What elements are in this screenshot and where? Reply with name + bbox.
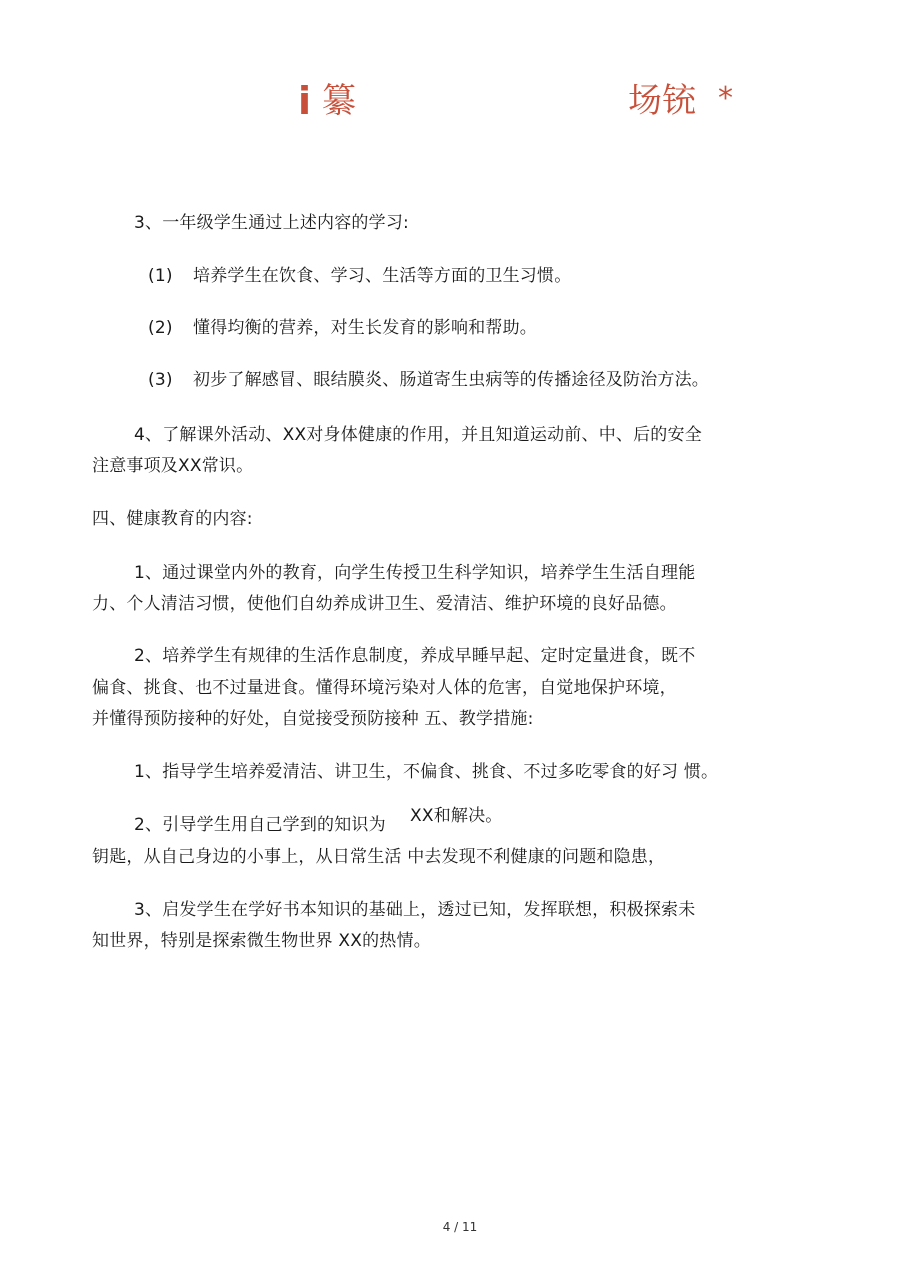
list-number: (2) bbox=[148, 318, 173, 338]
paragraph-line: 并懂得预防接种的好处，自觉接受预防接种 五、教学措施: bbox=[92, 709, 534, 729]
list-number: (1) bbox=[148, 266, 173, 286]
paragraph-line: 力、个人清洁习惯，使他们自幼养成讲卫生、爱清洁、维护环境的良好品德。 bbox=[92, 594, 677, 614]
list-number: (3) bbox=[148, 370, 173, 390]
paragraph-line: 钥匙，从自己身边的小事上，从日常生活 中去发现不利健康的问题和隐患， bbox=[92, 847, 666, 867]
paragraph-line: 1、指导学生培养爱清洁、讲卫生，不偏食、挑食、不过多吃零食的好习 惯。 bbox=[134, 762, 719, 782]
list-item-text: 懂得均衡的营养，对生长发育的影响和帮助。 bbox=[193, 318, 537, 338]
paragraph-line-fragment: XX和解决。 bbox=[410, 806, 503, 826]
paragraph-line: 2、引导学生用自己学到的知识为 bbox=[134, 815, 386, 835]
paragraph-line: 3、启发学生在学好书本知识的基础上，透过已知，发挥联想，积极探索未 bbox=[134, 900, 696, 920]
list-item-text: 培养学生在饮食、学习、生活等方面的卫生习惯。 bbox=[193, 266, 572, 286]
list-item-text: 初步了解感冒、眼结膜炎、肠道寄生虫病等的传播途径及防治方法。 bbox=[193, 370, 709, 390]
header-i-mark: i bbox=[298, 79, 312, 123]
paragraph-line: 1、通过课堂内外的教育，向学生传授卫生科学知识，培养学生生活自理能 bbox=[134, 563, 696, 583]
paragraph-line: 4、了解课外活动、XX对身体健康的作用，并且知道运动前、中、后的安全 bbox=[134, 425, 702, 445]
page-number: 4 / 11 bbox=[442, 1220, 478, 1234]
header-right-text: 场铳 bbox=[628, 81, 696, 121]
page-header bbox=[0, 78, 920, 128]
paragraph-line: 偏食、挑食、也不过量进食。懂得环境污染对人体的危害，自觉地保护环境， bbox=[92, 678, 677, 698]
paragraph-line: 注意事项及XX常识。 bbox=[92, 456, 254, 476]
paragraph-line: 知世界，特别是探索微生物世界 XX的热情。 bbox=[92, 931, 431, 951]
header-star-icon: * bbox=[718, 81, 733, 116]
paragraph-line: 2、培养学生有规律的生活作息制度，养成早睡早起、定时定量进食，既不 bbox=[134, 646, 696, 666]
section-heading: 四、健康教育的内容: bbox=[92, 509, 253, 529]
item-3-intro: 3、一年级学生通过上述内容的学习: bbox=[134, 213, 409, 233]
header-left-text: 纂 bbox=[322, 81, 356, 121]
